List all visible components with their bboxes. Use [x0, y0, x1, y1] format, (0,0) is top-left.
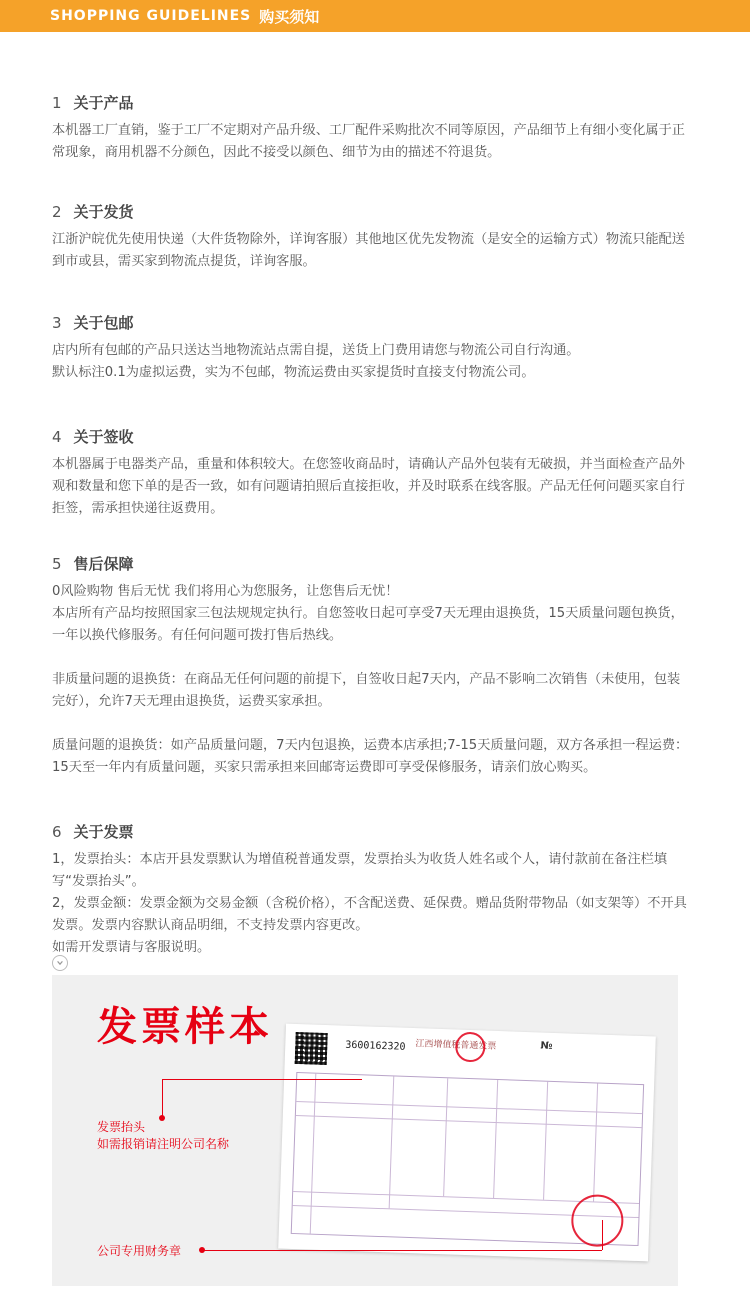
invoice-sample-image — [52, 975, 678, 1286]
section-number: 1 — [52, 94, 62, 112]
chevron-down-icon — [52, 955, 68, 971]
section-after-sales — [52, 553, 692, 779]
section-shipping — [52, 201, 692, 273]
section-heading: 关于产品 — [73, 94, 134, 112]
section-title — [52, 312, 692, 334]
section-title — [52, 821, 692, 843]
section-text: 店内所有包邮的产品只送达当地物流站点需自提，送货上门费用请您与物流公司自行沟通。 默认标注0.1为虚拟运费，实为不包邮，物流运费由买家提货时直接支付物流公司。 — [52, 343, 580, 380]
section-number: 2 — [52, 203, 62, 221]
section-heading: 关于包邮 — [73, 314, 134, 332]
section-number: 5 — [52, 555, 62, 573]
section-text: 本机器属于电器类产品，重量和体积较大。在您签收商品时，请确认产品外包装有无破损，并当面检查产品外观和数量和您下单的是否一致，如有问题请拍照后直接拒收，并及时联系在线客服。产品无任何问题买家自行拒签，需承担快递往返费用。 — [52, 457, 685, 516]
section-text: 0风险购物 售后无忧 我们将用心为您服务，让您售后无忧！ 本店所有产品均按照国家三包法规规定执行。自您签收日起可享受7天无理由退换货，15天质量问题包换货，一年以换代修服务。有任何问题可拨打售后热线。 — [52, 584, 684, 643]
section-number: 4 — [52, 428, 62, 446]
invoice-document — [278, 1024, 656, 1262]
invoice-title: 江西增值税普通发票 — [415, 1039, 497, 1052]
section-heading: 关于发票 — [73, 823, 134, 841]
section-receipt — [52, 426, 692, 520]
section-title — [52, 553, 692, 575]
section-heading: 售后保障 — [73, 555, 134, 573]
section-number: 6 — [52, 823, 62, 841]
section-text: 江浙沪皖优先使用快递（大件货物除外，详询客服）其他地区优先发物流（是安全的运输方式）物流只能配送到市或县，需买家到物流点提货，详询客服。 — [52, 232, 685, 269]
annotation-company-stamp: 公司专用财务章 — [97, 1244, 182, 1258]
section-title — [52, 92, 692, 114]
section-heading: 关于发货 — [73, 203, 134, 221]
page-header — [0, 0, 750, 32]
section-invoice — [52, 821, 692, 959]
annotation-dot — [159, 1115, 165, 1121]
header-title-en: SHOPPING GUIDELINES — [50, 8, 252, 24]
invoice-code: 3600162320 — [345, 1039, 406, 1053]
section-text: 本机器工厂直销，鉴于工厂不定期对产品升级、工厂配件采购批次不同等原因，产品细节上有细小变化属于正常现象，商用机器不分颜色，因此不接受以颜色、细节为由的描述不符退货。 — [52, 123, 685, 160]
section-text: 非质量问题的退换货：在商品无任何问题的前提下，自签收日起7天内，产品不影响二次销售（未使用，包装完好），允许7天无理由退换货，运费买家承担。 — [52, 672, 681, 709]
section-heading: 关于签收 — [73, 428, 134, 446]
annotation-reimbursement-note: 如需报销请注明公司名称 — [97, 1137, 230, 1151]
section-title — [52, 426, 692, 448]
header-title-cn: 购买须知 — [259, 7, 320, 26]
section-text: 质量问题的退换货：如产品质量问题，7天内包退换，运费本店承担;7-15天质量问题，双方各承担一程运费：15天至一年内有质量问题，买家只需承担来回邮寄运费即可享受保修服务，请亲们放心购买。 — [52, 738, 689, 775]
section-free-shipping — [52, 312, 692, 384]
section-product — [52, 92, 692, 164]
section-title — [52, 201, 692, 223]
invoice-sample-title: 发票样本 — [97, 1004, 273, 1050]
section-text: 1，发票抬头：本店开县发票默认为增值税普通发票，发票抬头为收货人姓名或个人，请付款前在备注栏填写“发票抬头”。 2，发票金额：发票金额为交易金额（含税价格），不含配送费、延保费。赠品货附带物品（如支架等）不开具发票。发票内容默认商品明细，不支持发票内容更改。 如需开发票请与客服说明。 — [52, 852, 687, 955]
qr-code-icon — [295, 1032, 328, 1065]
invoice-number-label: № — [540, 1040, 553, 1052]
annotation-invoice-title: 发票抬头 — [97, 1120, 146, 1134]
section-number: 3 — [52, 314, 62, 332]
invoice-seal-icon — [455, 1032, 486, 1063]
